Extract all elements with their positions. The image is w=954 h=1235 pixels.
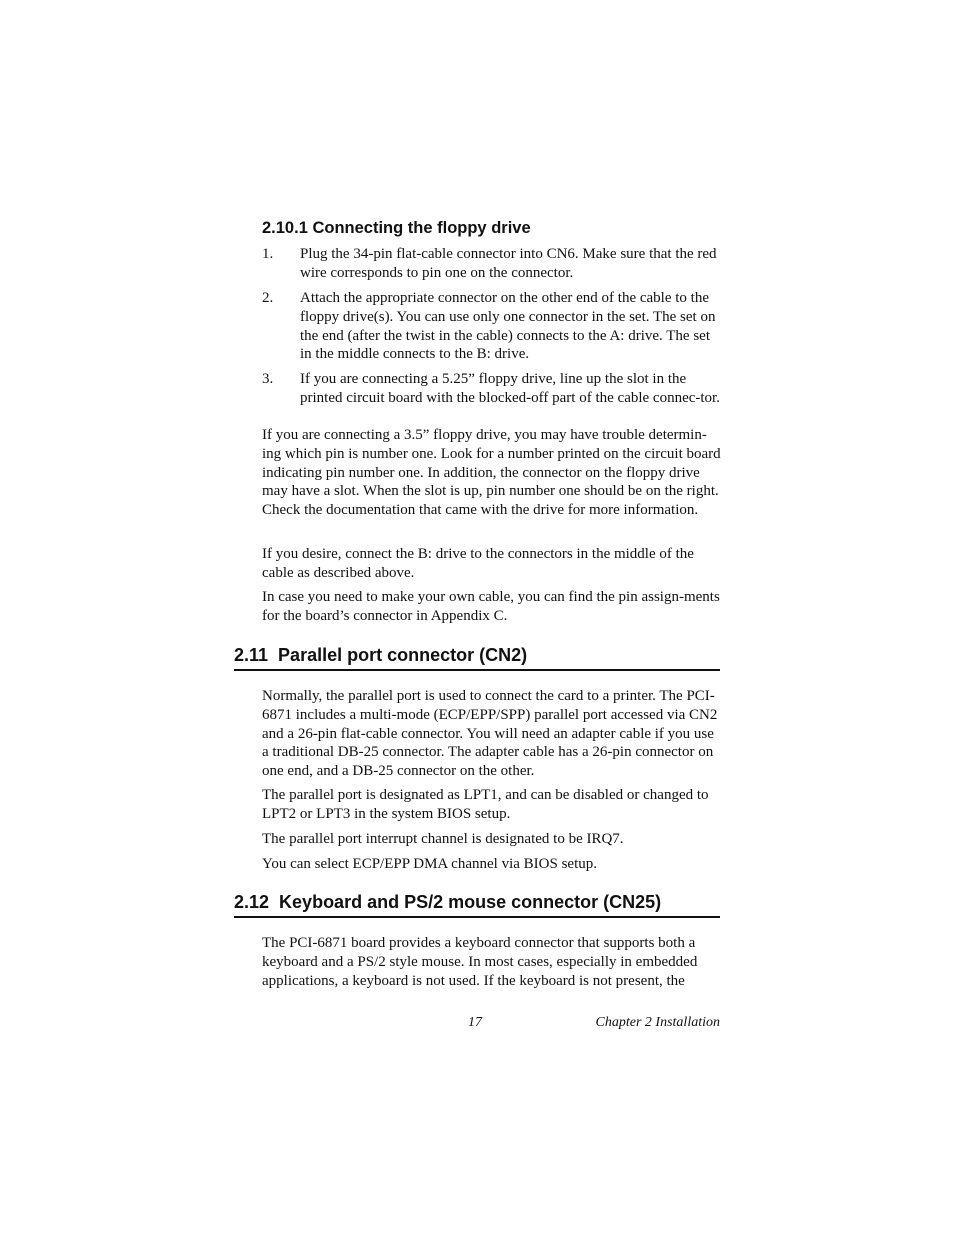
list-item <box>262 370 722 408</box>
body-paragraph: The parallel port is designated as LPT1, and can be disabled or changed to LPT2 or LPT3 in the system BIOS setup. <box>262 787 709 822</box>
list-item-text: If you are connecting a 5.25” floppy drive, line up the slot in the printed circuit board with the blocked-off part of the cable connec-tor. <box>300 371 720 406</box>
section-number: 2.12 <box>234 892 270 912</box>
body-paragraph: You can select ECP/EPP DMA channel via BIOS setup. <box>262 856 597 872</box>
body-paragraph: The PCI-6871 board provides a keyboard connector that supports both a keyboard and a PS/2 style mouse. In most cases, especially in embedded applications, a keyboard is not used. If the keyboard is not present, the <box>262 935 698 989</box>
subsection-heading: 2.10.1 Connecting the floppy drive <box>262 219 531 237</box>
list-item-number: 1. <box>262 246 274 262</box>
body-paragraph: The parallel port interrupt channel is designated to be IRQ7. <box>262 831 624 847</box>
section-heading <box>234 892 720 918</box>
section-heading <box>234 645 720 671</box>
section-title: Keyboard and PS/2 mouse connector (CN25) <box>279 892 662 912</box>
chapter-footer: Chapter 2 Installation <box>595 1015 720 1030</box>
body-paragraph: In case you need to make your own cable, you can find the pin assign-ments for the board’s connector in Appendix C. <box>262 589 720 624</box>
list-item-number: 2. <box>262 290 274 306</box>
body-paragraph: If you are connecting a 3.5” floppy drive, you may have trouble determin-ing which pin is number one. Look for a number printed on the circuit board indicating pin number one. In addition, the connector on the floppy drive may have a slot. When the slot is up, pin number one should be on the right. Check the documentation that came with the drive for more information. <box>262 427 721 519</box>
list-item <box>262 245 722 283</box>
body-paragraph: If you desire, connect the B: drive to the connectors in the middle of the cable as described above. <box>262 546 694 581</box>
body-paragraph: Normally, the parallel port is used to connect the card to a printer. The PCI-6871 includes a multi-mode (ECP/EPP/SPP) parallel port accessed via CN2 and a 26-pin flat-cable connector. You will need an adapter cable if you use a traditional DB-25 connector. The adapter cable has a 26-pin connector on one end, and a DB-25 connector on the other. <box>262 688 718 780</box>
section-number: 2.11 <box>234 645 269 665</box>
section-title: Parallel port connector (CN2) <box>278 645 528 665</box>
list-item-text: Attach the appropriate connector on the other end of the cable to the floppy drive(s). You can use only one connector in the set. The set on the end (after the twist in the cable) connects to the A: drive. The set in the middle connects to the B: drive. <box>300 290 716 363</box>
page-number: 17 <box>468 1015 482 1030</box>
list-item <box>262 289 722 364</box>
list-item-text: Plug the 34-pin flat-cable connector into CN6. Make sure that the red wire corresponds to pin one on the connector. <box>300 246 717 281</box>
list-item-number: 3. <box>262 371 274 387</box>
